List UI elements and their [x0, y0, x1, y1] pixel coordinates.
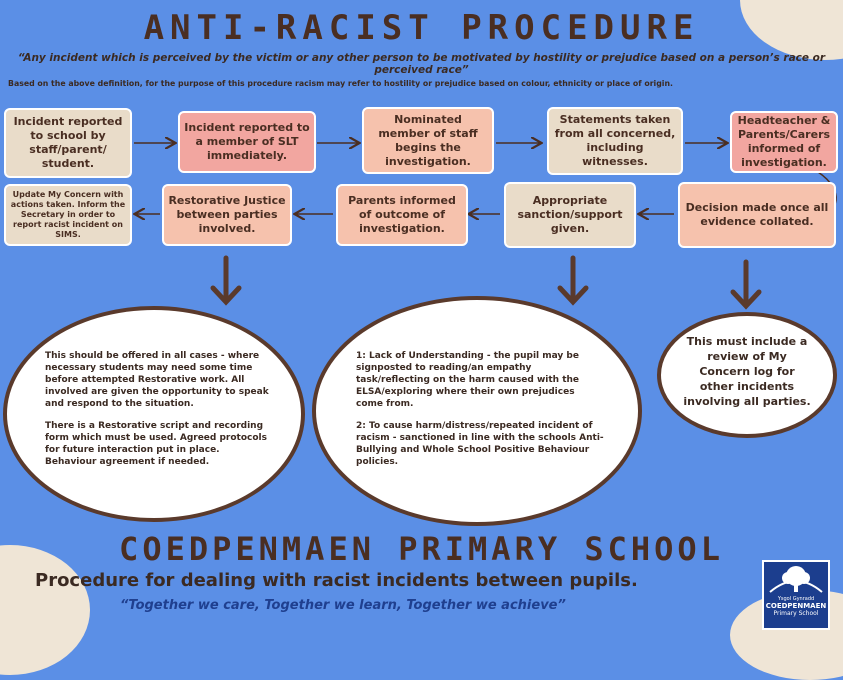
step-sanction-support: Appropriate sanction/support given. — [504, 182, 636, 248]
logo-school-text: COEDPENMAEN — [765, 602, 827, 610]
page-title: ANTI-RACIST PROCEDURE — [143, 8, 700, 48]
step-update-my-concern: Update My Concern with actions taken. Inform the Secretary in order to report racist incident on SIMS. — [4, 184, 132, 246]
tree-icon — [764, 562, 828, 596]
step-parents-informed-outcome: Parents informed of outcome of investigation. — [336, 184, 468, 246]
oval-restorative-p2: There is a Restorative script and recording form which must be used. Agreed protocols for future interaction put in place. Behaviour agreement if needed. — [45, 421, 267, 467]
step-restorative-justice: Restorative Justice between parties involved. — [162, 184, 292, 246]
definition-note: Based on the above definition, for the purpose of this procedure racism may refer to hostility or prejudice based on colour, ethnicity or place of origin. — [8, 79, 673, 88]
procedure-subtitle: Procedure for dealing with racist incidents between pupils. — [35, 570, 638, 591]
logo-primary-text: Primary School — [773, 610, 819, 617]
oval-sanction-p2: 2: To cause harm/distress/repeated incident of racism - sanctioned in line with the schools Anti-Bullying and Whole School Positive Behaviour policies. — [356, 421, 604, 467]
oval-concern-review — [657, 312, 837, 438]
step-statements-taken: Statements taken from all concerned, including witnesses. — [547, 107, 683, 175]
step-parents-informed-investigation: Headteacher & Parents/Carers informed of investigation. — [730, 111, 838, 173]
oval-sanction-p1: 1: Lack of Understanding - the pupil may be signposted to reading/an empathy task/reflecting on the harm caused with the ELSA/exploring where their own prejudices come from. — [356, 351, 580, 409]
oval-sanction-details — [312, 296, 642, 526]
school-name: COEDPENMAEN PRIMARY SCHOOL — [119, 530, 724, 568]
school-logo — [762, 560, 830, 630]
oval-restorative-p1: This should be offered in all cases - where necessary students may need some time before attempted Restorative work. All involved are given the opportunity to speak and respond to the situation. — [45, 351, 269, 409]
step-investigation-begins: Nominated member of staff begins the investigation. — [362, 107, 494, 174]
logo-welsh-text: Ysgol Gynradd — [777, 596, 815, 602]
step-decision-made: Decision made once all evidence collated. — [678, 182, 836, 248]
oval-concern-text: This must include a review of My Concern log for other incidents involving all parties. — [683, 335, 811, 408]
step-incident-reported: Incident reported to school by staff/parent/ student. — [4, 108, 132, 178]
oval-restorative-details — [3, 306, 305, 522]
school-motto: “Together we care, Together we learn, Together we achieve” — [120, 598, 566, 613]
definition-quote: “Any incident which is perceived by the victim or any other person to be motivated by hostility or prejudice based on a person’s race or perceived race” — [17, 52, 826, 76]
step-report-slt: Incident reported to a member of SLT immediately. — [178, 111, 316, 173]
